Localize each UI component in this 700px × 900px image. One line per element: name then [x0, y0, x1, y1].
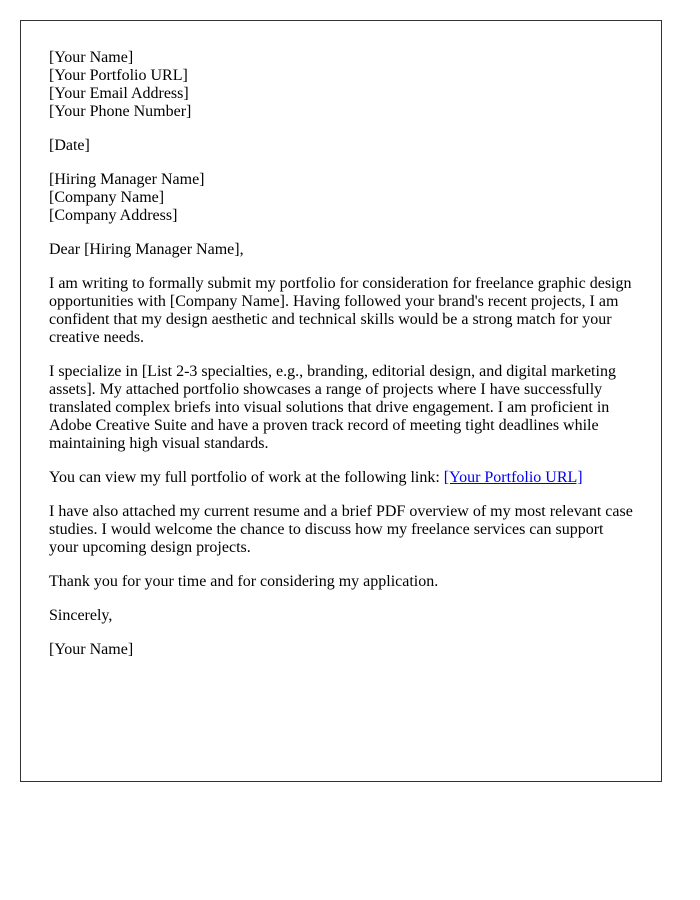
- portfolio-link[interactable]: [Your Portfolio URL]: [443, 469, 583, 486]
- closing: Sincerely,: [49, 607, 113, 624]
- sender-block: [49, 49, 633, 121]
- salutation: Dear [Hiring Manager Name],: [49, 241, 244, 258]
- date: [Date]: [49, 137, 90, 154]
- recipient-address: [Company Address]: [49, 207, 178, 224]
- sender-name: [Your Name]: [49, 49, 134, 66]
- recipient-name: [Hiring Manager Name]: [49, 171, 205, 188]
- body-paragraph-5: Thank you for your time and for considering my application.: [49, 573, 439, 590]
- body-paragraph-2: I specialize in [List 2-3 specialties, e.g., branding, editorial design, and digital marketing assets]. My attached portfolio showcases a range of projects where I have successfully translated complex briefs into visual solutions that drive engagement. I am proficient in Adobe Creative Suite and have a proven track record of meeting tight deadlines while maintaining high visual standards.: [49, 363, 616, 452]
- recipient-block: [49, 171, 633, 225]
- sender-phone: [Your Phone Number]: [49, 103, 192, 120]
- sender-email: [Your Email Address]: [49, 85, 189, 102]
- letter-page: [20, 20, 662, 782]
- portfolio-link-intro: You can view my full portfolio of work at the following link:: [49, 469, 444, 486]
- body-paragraph-3: [49, 469, 633, 487]
- signature: [Your Name]: [49, 641, 134, 658]
- recipient-company: [Company Name]: [49, 189, 165, 206]
- body-paragraph-4: I have also attached my current resume and a brief PDF overview of my most relevant case studies. I would welcome the chance to discuss how my freelance services can support your upcoming design projects.: [49, 503, 633, 556]
- body-paragraph-1: I am writing to formally submit my portfolio for consideration for freelance graphic design opportunities with [Company Name]. Having followed your brand's recent projects, I am confident that my design aesthetic and technical skills would be a strong match for your creative needs.: [49, 275, 632, 346]
- sender-portfolio-url: [Your Portfolio URL]: [49, 67, 188, 84]
